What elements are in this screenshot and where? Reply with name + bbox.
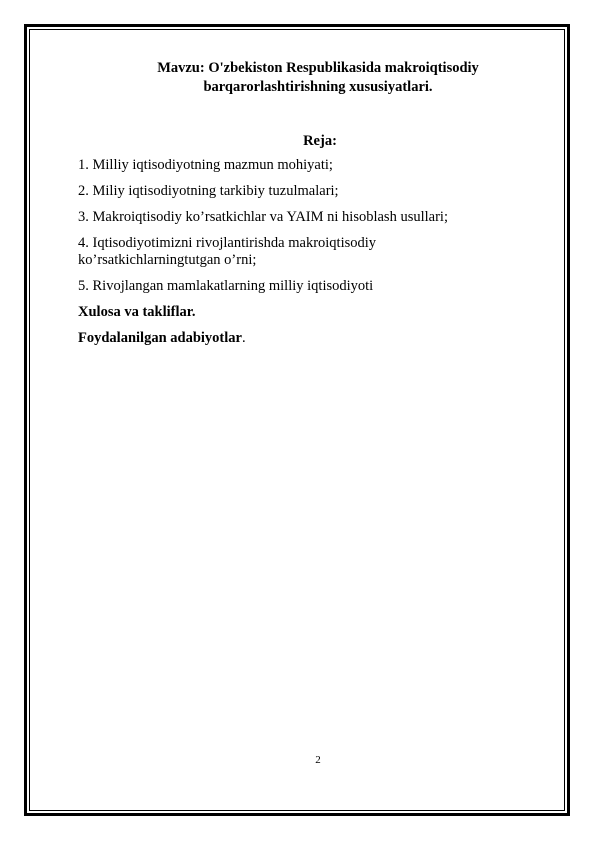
references-suffix: .	[241, 330, 246, 346]
page-number: 2	[315, 754, 321, 766]
plan-item-conclusion: Xulosa va takliflar.	[78, 304, 196, 320]
plan-item-3: 3. Makroiqtisodiy ko’rsatkichlar va YAIM ni hisoblash usullari;	[78, 209, 448, 225]
document-title	[100, 59, 536, 97]
plan-list	[78, 157, 518, 356]
references-label: Foydalanilgan adabiyotlar	[78, 330, 242, 346]
plan-item-references	[78, 330, 518, 347]
plan-item-2: 2. Miliy iqtisodiyotning tarkibiy tuzulmalari;	[78, 183, 339, 199]
plan-item-5: 5. Rivojlangan mamlakatlarning milliy iqtisodiyoti	[78, 278, 374, 294]
plan-item-1: 1. Milliy iqtisodiyotning mazmun mohiyati;	[78, 157, 333, 173]
title-line-2: barqarorlashtirishning xususiyatlari.	[203, 79, 433, 95]
plan-item-4: 4. Iqtisodiyotimizni rivojlantirishda makroiqtisodiy ko’rsatkichlarningtutgan o’rni;	[78, 235, 377, 268]
plan-heading: Reja:	[303, 133, 337, 149]
title-line-1: Mavzu: O'zbekiston Respublikasida makroiqtisodiy	[157, 60, 479, 76]
